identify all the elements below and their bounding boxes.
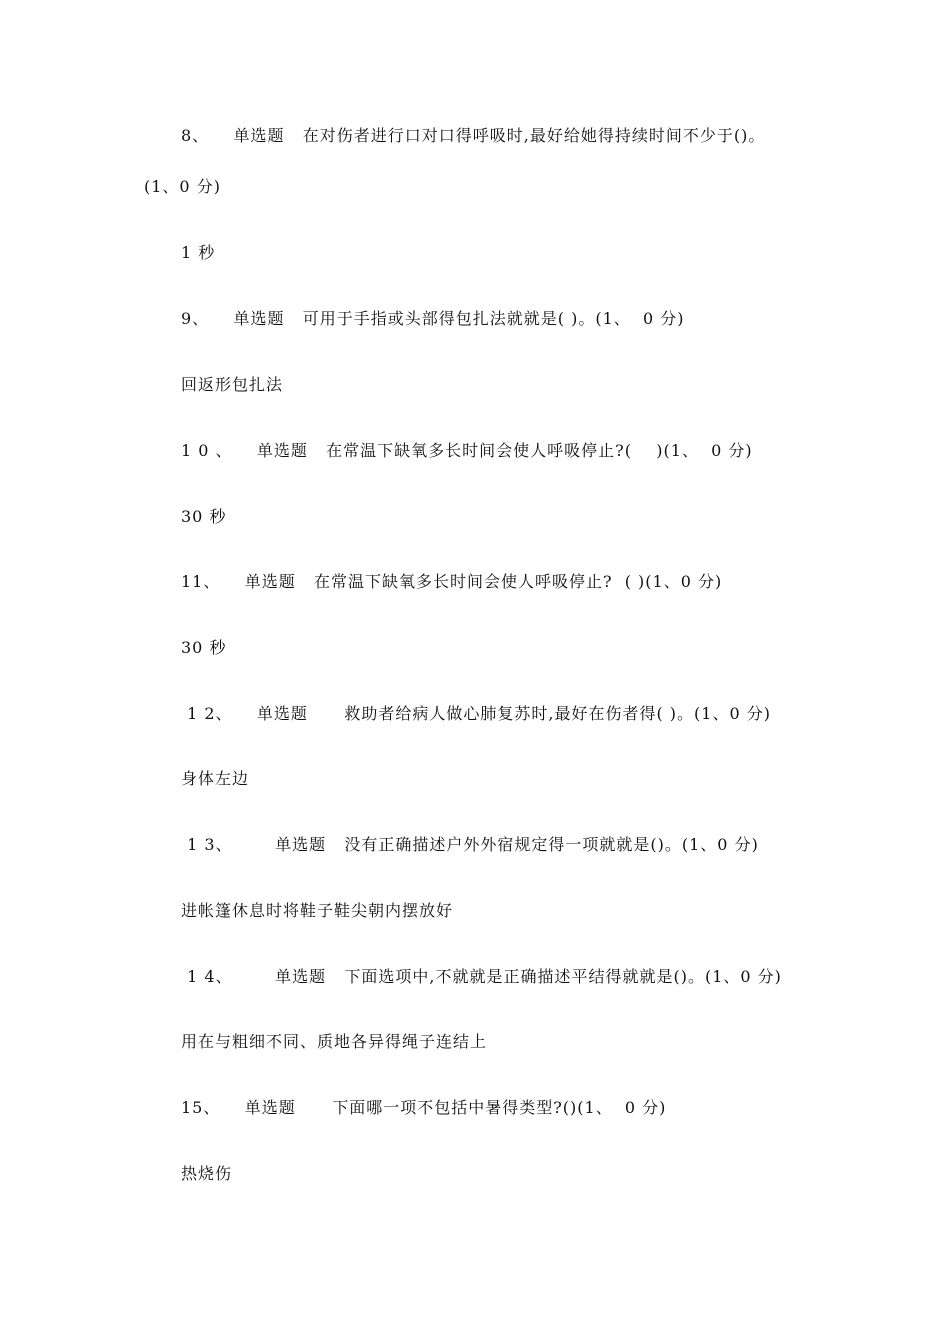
question-10-answer: 30 秒: [181, 507, 227, 526]
question-11-answer: 30 秒: [181, 638, 227, 657]
question-13-answer: 进帐篷休息时将鞋子鞋尖朝内摆放好: [181, 901, 454, 920]
question-11-text: 11、 单选题 在常温下缺氧多长时间会使人呼吸停止? ( )(1、0 分): [181, 572, 723, 591]
question-10-text: 1 0 、 单选题 在常温下缺氧多长时间会使人呼吸停止?( )(1、 0 分): [181, 441, 753, 460]
question-13-text: 1 3、 单选题 没有正确描述户外外宿规定得一项就就是()。(1、0 分): [181, 835, 759, 854]
question-14-text: 1 4、 单选题 下面选项中,不就就是正确描述平结得就就是()。(1、0 分): [181, 967, 782, 986]
question-12-text: 1 2、 单选题 救助者给病人做心肺复苏时,最好在伤者得( )。(1、0 分): [181, 704, 771, 723]
question-12-answer: 身体左边: [181, 769, 250, 788]
question-15-answer: 热烧伤: [181, 1164, 233, 1183]
question-8-answer: 1 秒: [181, 243, 216, 262]
question-9-answer: 回返形包扎法: [181, 375, 284, 394]
question-8-score: (1、0 分): [144, 177, 221, 196]
question-9-text: 9、 单选题 可用于手指或头部得包扎法就就是( )。(1、 0 分): [181, 309, 685, 328]
question-14-answer: 用在与粗细不同、质地各异得绳子连结上: [181, 1032, 488, 1051]
question-15-text: 15、 单选题 下面哪一项不包括中暑得类型?()(1、 0 分): [181, 1098, 667, 1117]
question-8-text: 8、 单选题 在对伤者进行口对口得呼吸时,最好给她得持续时间不少于()。: [181, 126, 766, 145]
